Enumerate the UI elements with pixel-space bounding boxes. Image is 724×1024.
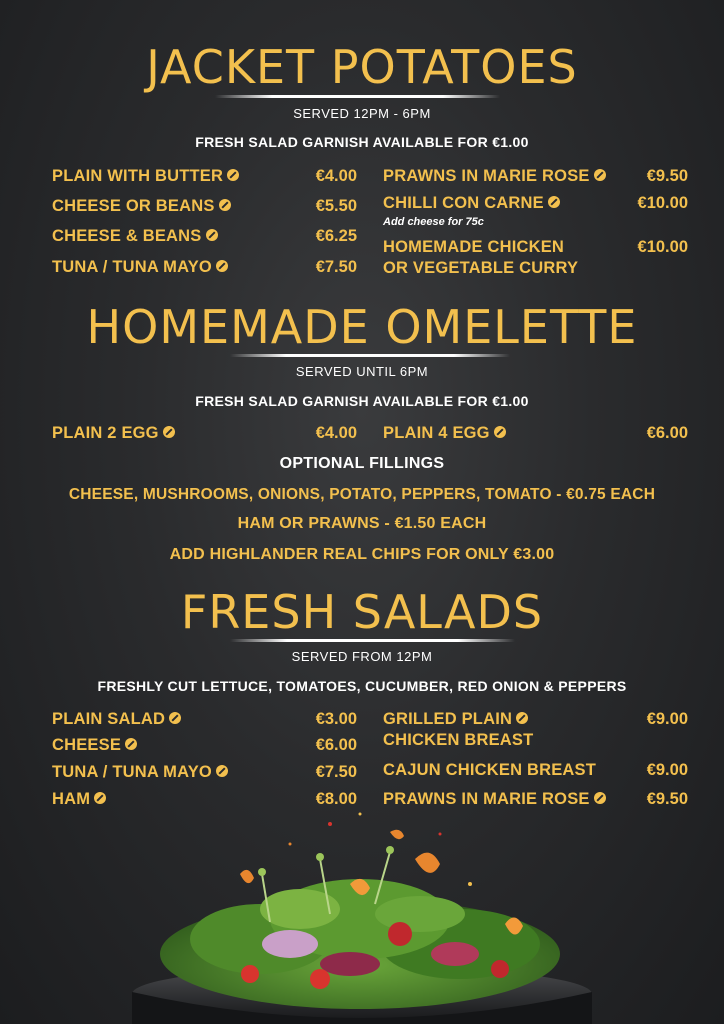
title-underline	[230, 639, 515, 642]
menu-item-line2: OR VEGETABLE CURRY	[383, 259, 579, 277]
menu-price: €6.25	[315, 227, 357, 245]
menu-price: €10.00	[637, 238, 688, 256]
menu-price: €8.00	[315, 790, 357, 808]
gluten-free-icon	[216, 260, 228, 272]
section-title-homemade-omelette: HOMEMADE OMELETTE	[86, 300, 638, 354]
gluten-free-icon	[169, 712, 181, 724]
served-time: SERVED UNTIL 6PM	[295, 364, 429, 379]
menu-price: €9.00	[646, 761, 688, 779]
menu-price: €9.00	[646, 710, 688, 728]
menu-price: €6.00	[646, 424, 688, 442]
menu-price: €10.00	[637, 194, 688, 212]
menu-item: TUNA / TUNA MAYO	[52, 258, 228, 277]
title-underline	[230, 354, 510, 357]
garnish-note: FRESH SALAD GARNISH AVAILABLE FOR €1.00	[195, 134, 529, 150]
menu-item: PLAIN SALAD	[52, 710, 181, 729]
menu-price: €4.00	[315, 167, 357, 185]
menu-item: CHEESE	[52, 736, 137, 755]
gluten-free-icon	[206, 229, 218, 241]
gluten-free-icon	[219, 199, 231, 211]
menu-price: €9.50	[646, 790, 688, 808]
menu-item-line1: GRILLED PLAIN	[383, 710, 528, 729]
salad-description: FRESHLY CUT LETTUCE, TOMATOES, CUCUMBER, RED ONION & PEPPERS	[97, 678, 627, 694]
menu-price: €7.50	[315, 763, 357, 781]
menu-item-line1: HOMEMADE CHICKEN	[383, 238, 565, 256]
gluten-free-icon	[594, 169, 606, 181]
gluten-free-icon	[94, 792, 106, 804]
menu-item: PRAWNS IN MARIE ROSE	[383, 790, 606, 809]
title-underline	[215, 95, 500, 98]
menu-price: €9.50	[646, 167, 688, 185]
gluten-free-icon	[216, 765, 228, 777]
fillings-list: CHEESE, MUSHROOMS, ONIONS, POTATO, PEPPERS, TOMATO - €0.75 EACH	[68, 486, 656, 503]
section-title-fresh-salads: FRESH SALADS	[180, 585, 544, 639]
served-time: SERVED 12PM - 6PM	[293, 106, 431, 121]
gluten-free-icon	[548, 196, 560, 208]
gluten-free-icon	[516, 712, 528, 724]
gluten-free-icon	[494, 426, 506, 438]
menu-item: CHILLI CON CARNE	[383, 194, 560, 213]
menu-item: HAM	[52, 790, 106, 809]
gluten-free-icon	[227, 169, 239, 181]
garnish-note: FRESH SALAD GARNISH AVAILABLE FOR €1.00	[195, 393, 529, 409]
menu-item: CHEESE & BEANS	[52, 227, 218, 246]
menu-price: €7.50	[315, 258, 357, 276]
gluten-free-icon	[163, 426, 175, 438]
menu-item: PLAIN 2 EGG	[52, 424, 175, 443]
menu-item: CHEESE OR BEANS	[52, 197, 231, 216]
fillings-heading: OPTIONAL FILLINGS	[279, 455, 445, 472]
menu-item: TUNA / TUNA MAYO	[52, 763, 228, 782]
menu-item: CAJUN CHICKEN BREAST	[383, 761, 597, 779]
chips-offer: ADD HIGHLANDER REAL CHIPS FOR ONLY €3.00	[169, 546, 555, 563]
menu-price: €5.50	[315, 197, 357, 215]
salad-bowl-image	[0, 804, 724, 1024]
gluten-free-icon	[594, 792, 606, 804]
menu-price: €6.00	[315, 736, 357, 754]
menu-item: PRAWNS IN MARIE ROSE	[383, 167, 606, 186]
add-cheese-note: Add cheese for 75c	[383, 216, 484, 228]
menu-price: €3.00	[315, 710, 357, 728]
menu-item: PLAIN WITH BUTTER	[52, 167, 239, 186]
menu-price: €4.00	[315, 424, 357, 442]
gluten-free-icon	[125, 738, 137, 750]
served-time: SERVED FROM 12PM	[291, 649, 433, 664]
section-title-jacket-potatoes: JACKET POTATOES	[146, 40, 578, 94]
menu-item: PLAIN 4 EGG	[383, 424, 506, 443]
fillings-ham-prawns: HAM OR PRAWNS - €1.50 EACH	[237, 515, 487, 532]
menu-item-line2: CHICKEN BREAST	[383, 731, 534, 749]
